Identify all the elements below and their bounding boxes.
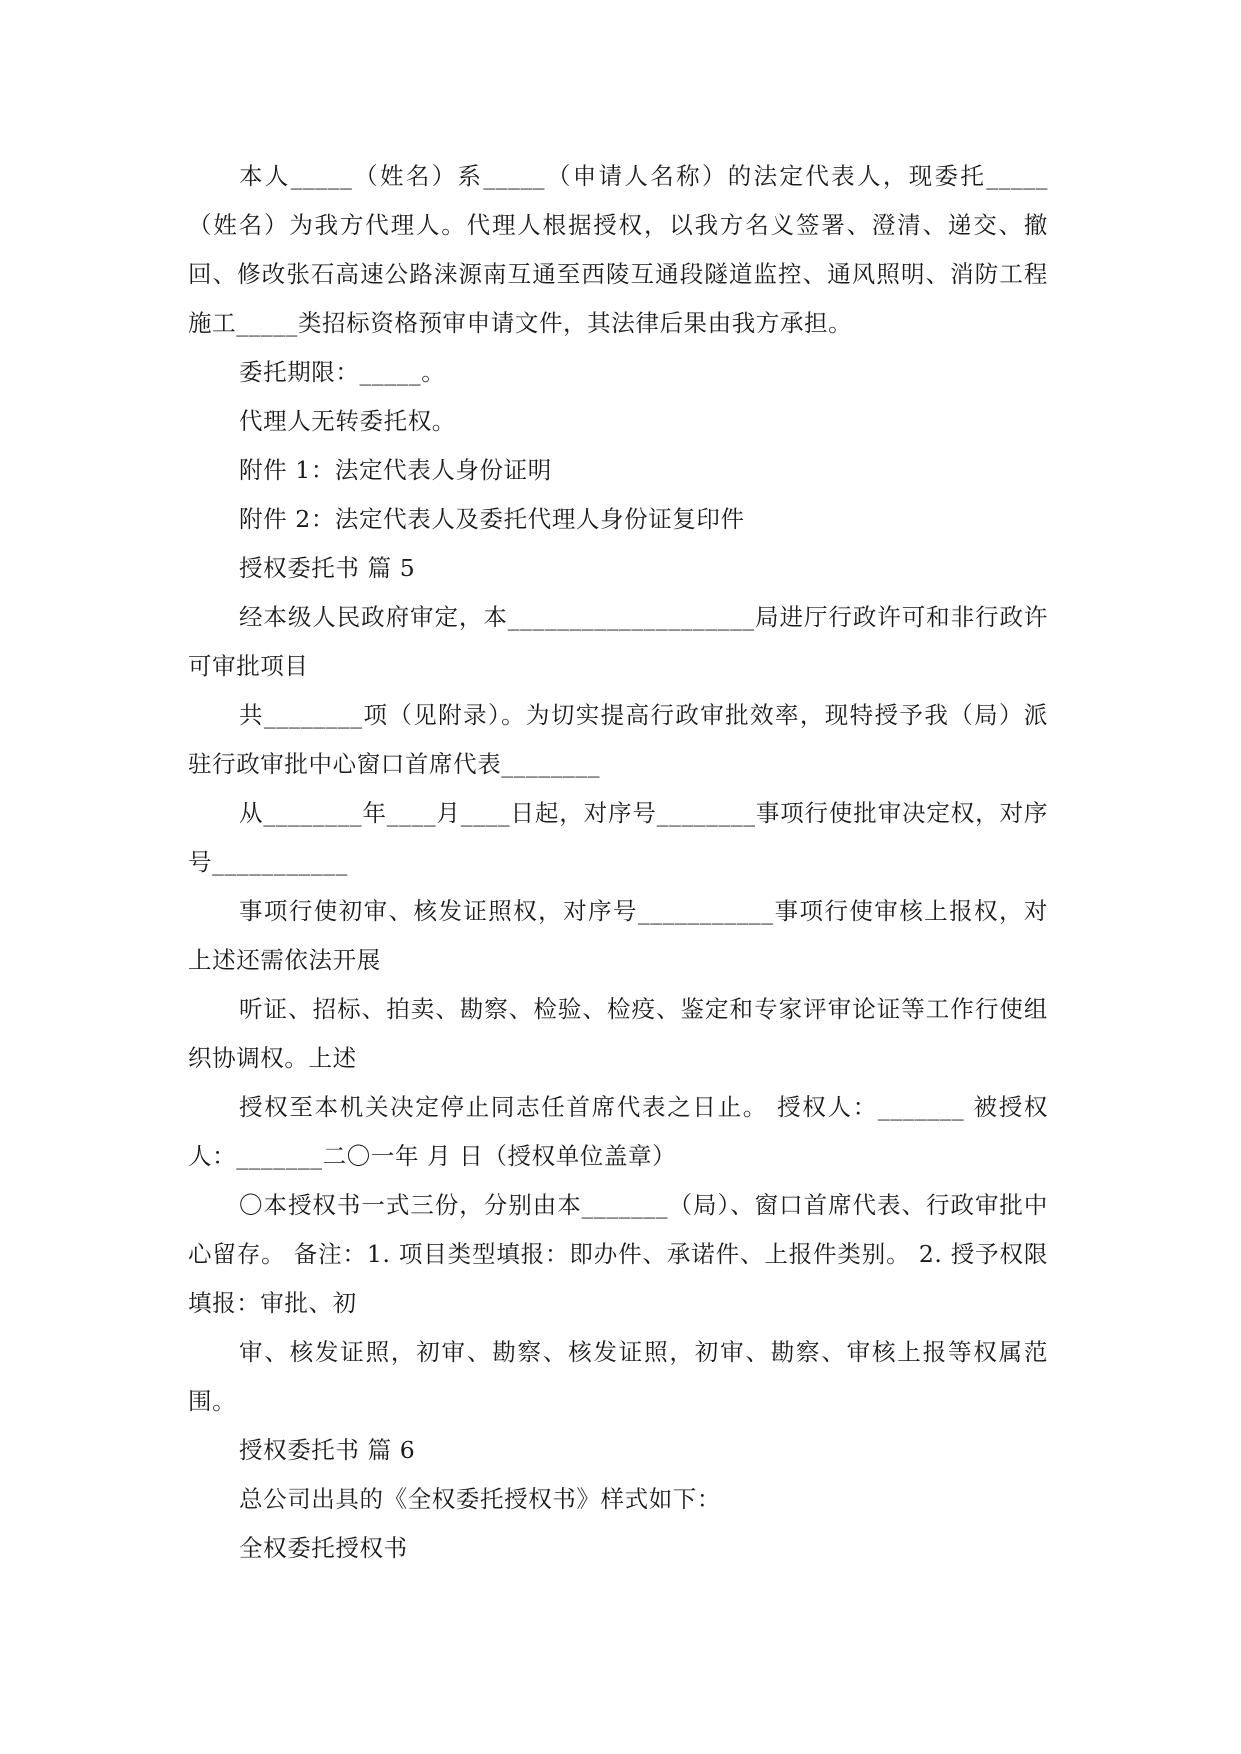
paragraph-attachment-1: 附件 1：法定代表人身份证明 [239, 456, 552, 484]
paragraph-item-count: 共________项（见附录）。为切实提高行政审批效率，现特授予我（局）派驻行政审批中心窗口首席代表________ [188, 701, 1048, 778]
section-heading-5: 授权委托书 篇 5 [239, 554, 416, 582]
paragraph-attachment-2: 附件 2：法定代表人及委托代理人身份证复印件 [239, 505, 745, 533]
paragraph-full-authorization-title: 全权委托授权书 [239, 1534, 408, 1562]
paragraph-review-rights: 事项行使初审、核发证照权，对序号___________事项行使审核上报权，对上述还需依法开展 [188, 897, 1048, 974]
paragraph-no-subdelegation: 代理人无转委托权。 [239, 407, 456, 435]
section-heading-6: 授权委托书 篇 6 [239, 1436, 416, 1464]
paragraph-format-intro: 总公司出具的《全权委托授权书》样式如下： [239, 1485, 721, 1513]
document-body [188, 152, 1048, 1573]
paragraph-coordination-rights: 听证、招标、拍卖、勘察、检验、检疫、鉴定和专家评审论证等工作行使组织协调权。上述 [188, 995, 1048, 1072]
paragraph-approval-items: 经本级人民政府审定，本____________________局进厅行政许可和非行政许可审批项目 [188, 603, 1048, 680]
paragraph-start-date: 从________年____月____日起，对序号________事项行使批审决定权，对序号___________ [188, 799, 1048, 876]
paragraph-scope: 审、核发证照，初审、勘察、核发证照，初审、勘察、审核上报等权属范围。 [188, 1338, 1048, 1415]
paragraph-authorization-statement: 本人_____（姓名）系_____（申请人名称）的法定代表人，现委托_____（姓名）为我方代理人。代理人根据授权，以我方名义签署、澄清、递交、撤回、修改张石高速公路涞源南互通至西陵互通段隧道监控、通风照明、消防工程施工_____类招标资格预审申请文件，其法律后果由我方承担。 [188, 162, 1048, 337]
paragraph-copies-notes: 〇本授权书一式三份，分别由本_______（局）、窗口首席代表、行政审批中心留存。 备注：1. 项目类型填报：即办件、承诺件、上报件类别。 2. 授予权限填报：审批、初 [188, 1191, 1048, 1317]
paragraph-term: 委托期限：_____。 [239, 358, 446, 386]
paragraph-signatures: 授权至本机关决定停止同志任首席代表之日止。 授权人：_______ 被授权人：_______二〇一年 月 日（授权单位盖章） [188, 1093, 1048, 1170]
